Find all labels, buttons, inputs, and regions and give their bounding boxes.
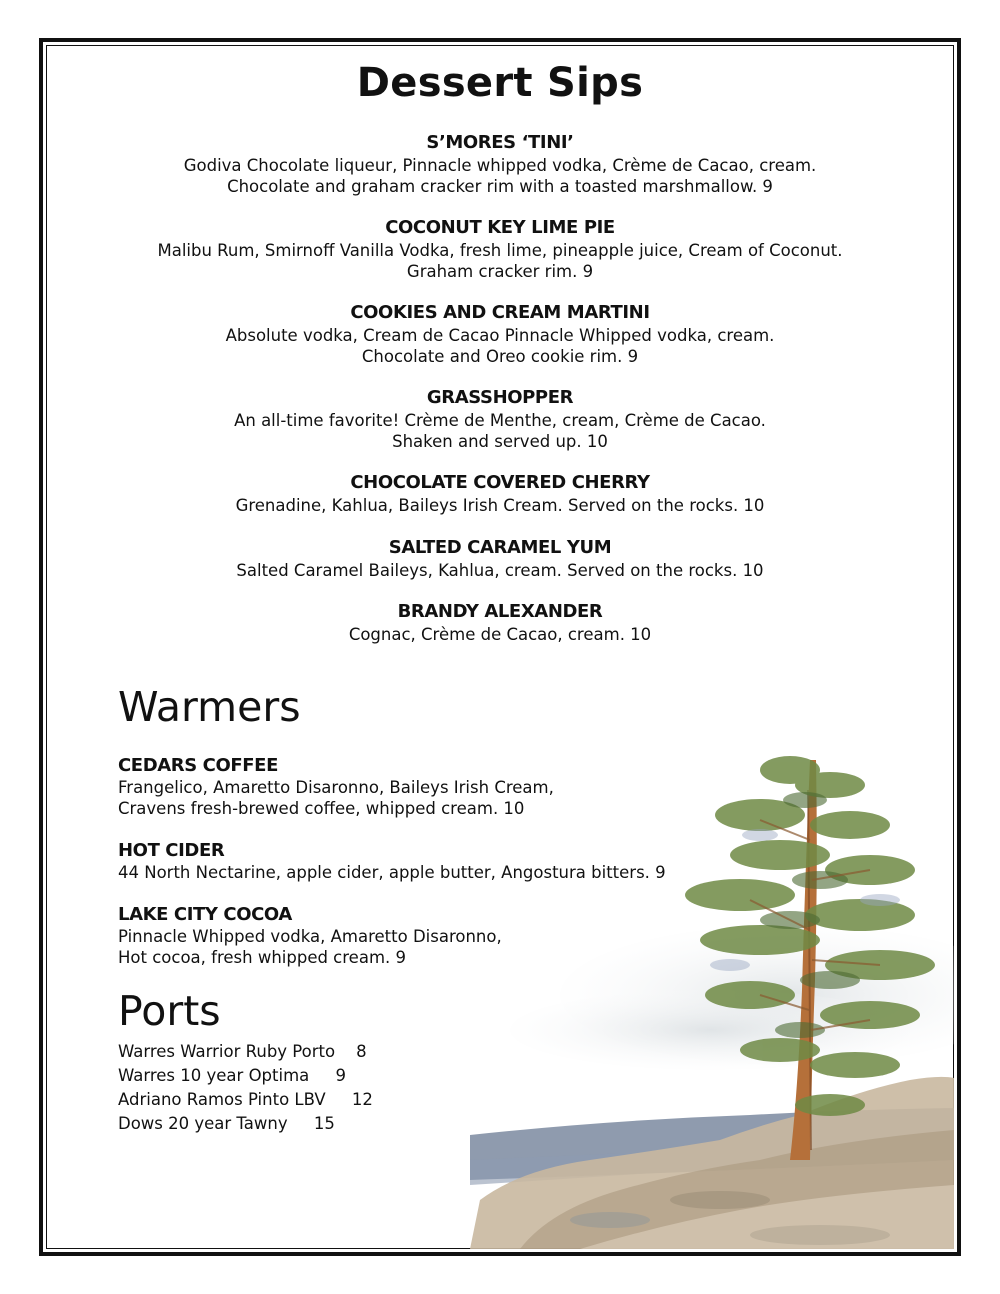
menu-item-description: Chocolate and Oreo cookie rim. 9	[361, 347, 639, 366]
menu-item-smores-tini	[0, 131, 1000, 216]
menu-item-description: Godiva Chocolate liqueur, Pinnacle whipped vodka, Crème de Cacao, cream.	[183, 156, 817, 175]
menu-item-description: Chocolate and graham cracker rim with a toasted marshmallow. 9	[227, 177, 773, 196]
menu-item-description: Cravens fresh-brewed coffee, whipped cream. 10	[118, 799, 525, 818]
menu-item-name: S’MORES ‘TINI’	[426, 132, 574, 153]
menu-item-name: BRANDY ALEXANDER	[397, 601, 603, 622]
menu-item-lake-city-cocoa	[118, 903, 718, 968]
warmers-heading: Warmers	[118, 683, 301, 731]
menu-item-description: Shaken and served up. 10	[392, 432, 608, 451]
menu-item-description: Hot cocoa, fresh whipped cream. 9	[118, 948, 407, 967]
menu-item-grasshopper	[0, 386, 1000, 471]
menu-item-name: COCONUT KEY LIME PIE	[385, 217, 615, 238]
menu-item-brandy-alexander	[0, 600, 1000, 665]
menu-item-coconut-key-lime-pie	[0, 216, 1000, 301]
menu-item-description: Malibu Rum, Smirnoff Vanilla Vodka, fresh lime, pineapple juice, Cream of Coconut.	[157, 241, 843, 260]
menu-item-description: Cognac, Crème de Cacao, cream. 10	[348, 625, 652, 644]
menu-item-description: Grenadine, Kahlua, Baileys Irish Cream. Served on the rocks. 10	[235, 496, 765, 515]
menu-item-description: Pinnacle Whipped vodka, Amaretto Disaronno,	[118, 927, 502, 946]
menu-item-name: SALTED CARAMEL YUM	[388, 536, 612, 558]
page-title: Dessert Sips	[356, 60, 644, 106]
menu-item-hot-cider	[118, 839, 718, 883]
menu-item-description: Salted Caramel Baileys, Kahlua, cream. Served on the rocks. 10	[236, 560, 764, 580]
menu-item-description: Frangelico, Amaretto Disaronno, Baileys Irish Cream,	[118, 778, 554, 797]
menu-item-name: LAKE CITY COCOA	[118, 904, 292, 925]
port-item: Warres 10 year Optima 9	[118, 1066, 346, 1085]
menu-item-description: An all-time favorite! Crème de Menthe, cream, Crème de Cacao.	[234, 411, 766, 430]
dessert-sips-list	[0, 131, 1000, 665]
menu-item-chocolate-covered-cherry	[0, 471, 1000, 536]
menu-item-salted-caramel-yum	[0, 536, 1000, 601]
menu-item-name: HOT CIDER	[118, 840, 225, 861]
menu-item-cookies-and-cream-martini	[0, 301, 1000, 386]
menu-item-name: CEDARS COFFEE	[118, 755, 278, 776]
port-item: Warres Warrior Ruby Porto 8	[118, 1042, 367, 1061]
ports-list	[118, 1040, 518, 1136]
menu-item-name: GRASSHOPPER	[426, 387, 574, 408]
port-item: Dows 20 year Tawny 15	[118, 1114, 335, 1133]
menu-item-name: COOKIES AND CREAM MARTINI	[350, 302, 650, 323]
menu-item-description: Absolute vodka, Cream de Cacao Pinnacle Whipped vodka, cream.	[225, 326, 775, 345]
ports-heading: Ports	[118, 987, 221, 1035]
menu-item-cedars-coffee	[118, 754, 718, 819]
warmers-list	[118, 754, 718, 988]
menu-item-name: CHOCOLATE COVERED CHERRY	[350, 472, 650, 493]
menu-item-description: Graham cracker rim. 9	[406, 262, 594, 281]
menu-item-description: 44 North Nectarine, apple cider, apple butter, Angostura bitters. 9	[118, 863, 666, 882]
port-item: Adriano Ramos Pinto LBV 12	[118, 1090, 373, 1109]
